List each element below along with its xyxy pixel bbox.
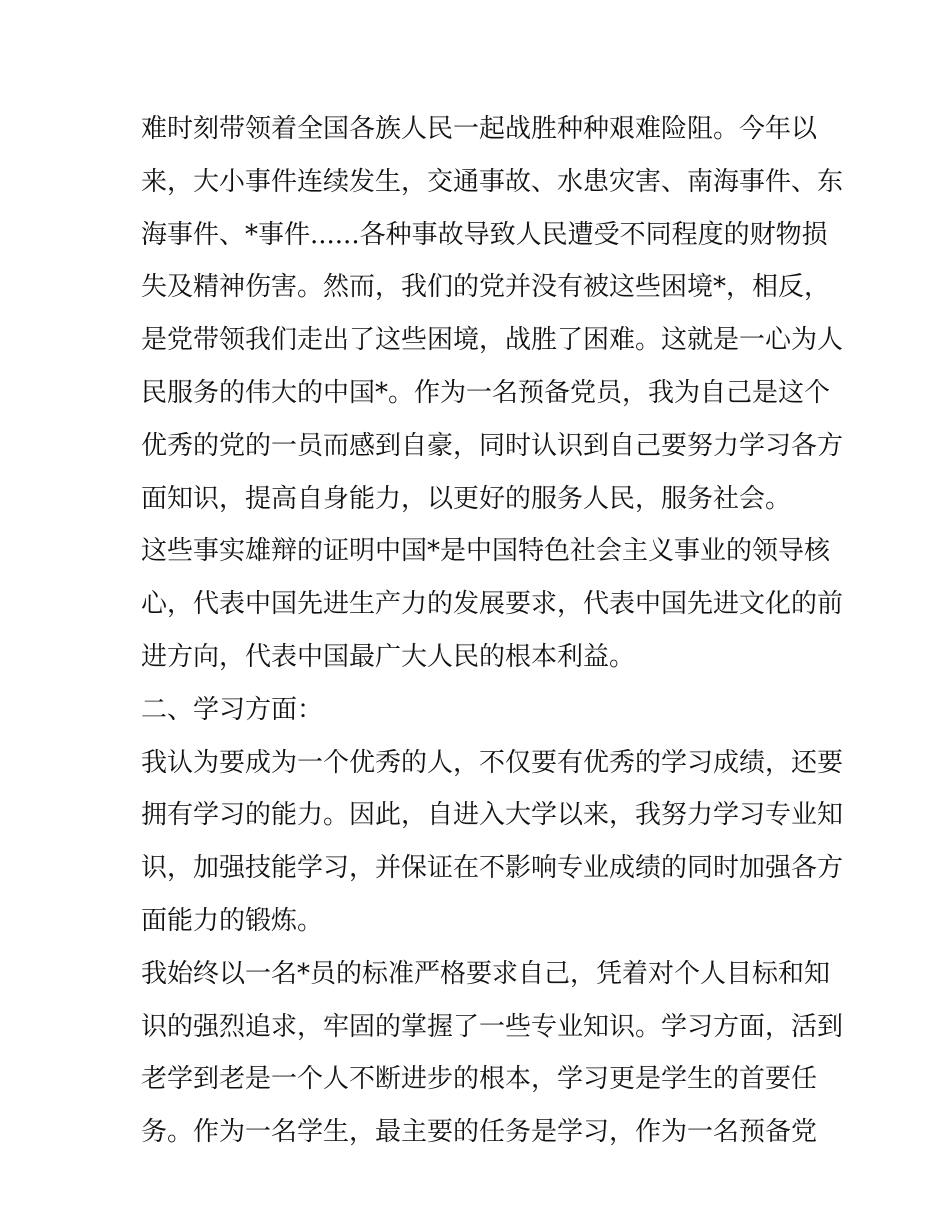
text-line: 心，代表中国先进生产力的发展要求，代表中国先进文化的前	[141, 589, 844, 620]
text-line: 来，大小事件连续发生，交通事故、水患灾害、南海事件、东	[141, 166, 844, 197]
text-line: 这些事实雄辩的证明中国*是中国特色社会主义事业的领导核	[141, 536, 831, 567]
text-line: 优秀的党的一员而感到自豪，同时认识到自己要努力学习各方	[141, 430, 844, 461]
text-line: 失及精神伤害。然而，我们的党并没有被这些困境*，相反，	[141, 272, 831, 303]
text-line: 识的强烈追求，牢固的掌握了一些专业知识。学习方面，活到	[141, 1011, 844, 1042]
text-line: 务。作为一名学生，最主要的任务是学习，作为一名预备党	[141, 1117, 818, 1148]
text-line: 海事件、*事件......各种事故导致人民遭受不同程度的财物损	[141, 219, 828, 250]
text-line: 我始终以一名*员的标准严格要求自己，凭着对个人目标和知	[141, 958, 831, 989]
text-line: 面知识，提高自身能力，以更好的服务人民，服务社会。	[141, 483, 792, 514]
text-line: 老学到老是一个人不断进步的根本，学习更是学生的首要任	[141, 1064, 818, 1095]
text-line: 难时刻带领着全国各族人民一起战胜种种艰难险阻。今年以	[141, 114, 818, 144]
text-line: 是党带领我们走出了这些困境，战胜了困难。这就是一心为人	[141, 325, 844, 356]
text-line: 识，加强技能学习，并保证在不影响专业成绩的同时加强各方	[141, 853, 844, 884]
text-line: 进方向，代表中国最广大人民的根本利益。	[141, 641, 636, 672]
text-line: 我认为要成为一个优秀的人，不仅要有优秀的学习成绩，还要	[141, 747, 844, 778]
section-heading: 二、学习方面：	[141, 694, 324, 725]
body-text	[141, 103, 844, 1159]
text-line: 拥有学习的能力。因此，自进入大学以来，我努力学习专业知	[141, 800, 844, 831]
text-line: 民服务的伟大的中国*。作为一名预备党员，我为自己是这个	[141, 377, 831, 408]
text-line: 面能力的锻炼。	[141, 905, 324, 936]
